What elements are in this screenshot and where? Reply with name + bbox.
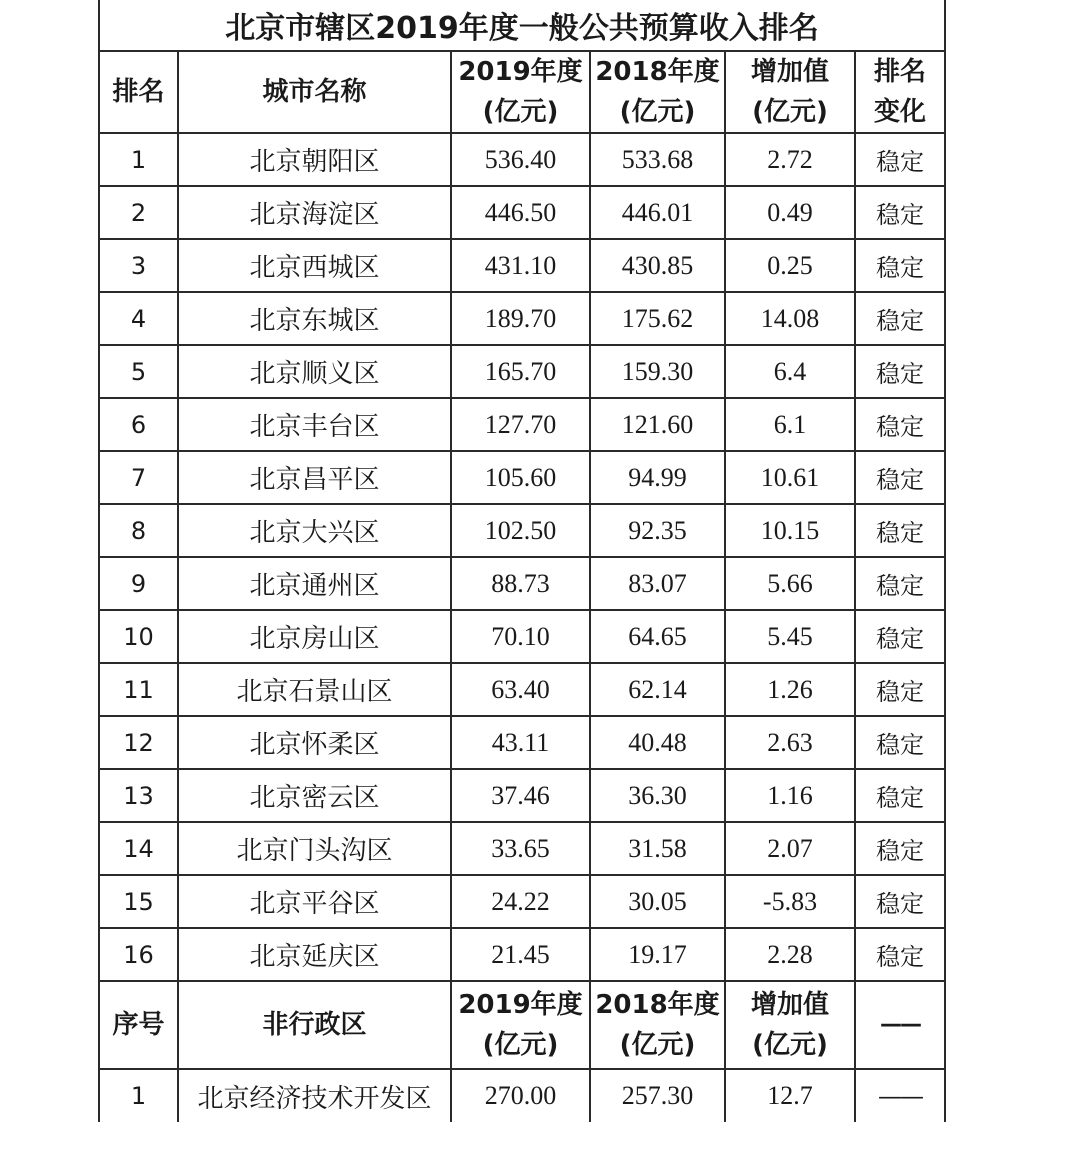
table-row [99,186,945,239]
header-2019-label: 2019年度 [458,57,583,87]
rank-change-cell: 稳定 [855,504,945,557]
increase-cell: 2.72 [725,133,855,186]
revenue-2019-cell: 21.45 [451,928,590,981]
header2-increase-unit: (亿元) [752,1030,828,1060]
table-row [99,716,945,769]
table-row [99,769,945,822]
rank-cell: 9 [99,557,178,610]
revenue-2019-cell: 43.11 [451,716,590,769]
zone-header-row [99,981,945,1069]
header-2018-label: 2018年度 [595,57,720,87]
title-row [99,0,945,51]
rank-cell: 8 [99,504,178,557]
increase-cell: 1.16 [725,769,855,822]
header-2019 [451,51,590,133]
header-change-line1: 排名 [873,57,926,87]
table-row [99,451,945,504]
city-cell: 北京平谷区 [178,875,451,928]
increase-cell: 6.4 [725,345,855,398]
revenue-ranking-sheet [98,0,944,1122]
rank-cell: 4 [99,292,178,345]
header-2018 [590,51,725,133]
city-cell: 北京丰台区 [178,398,451,451]
revenue-2019-cell: 33.65 [451,822,590,875]
revenue-2019-cell: 88.73 [451,557,590,610]
header-2019-unit: (亿元) [482,97,559,127]
header2-2019-label: 2019年度 [458,990,583,1020]
revenue-2018-cell: 159.30 [590,345,725,398]
revenue-2018-cell: 64.65 [590,610,725,663]
rank-change-cell: 稳定 [855,292,945,345]
revenue-2018-cell: 31.58 [590,822,725,875]
revenue-2019-cell: 446.50 [451,186,590,239]
header2-change: —— [855,981,945,1069]
header-change [855,51,945,133]
header-2018-unit: (亿元) [619,97,696,127]
rank-change-cell: 稳定 [855,133,945,186]
header-rank: 排名 [99,51,178,133]
increase-cell: 0.25 [725,239,855,292]
increase-cell: 5.45 [725,610,855,663]
rank-cell: 15 [99,875,178,928]
city-cell: 北京门头沟区 [178,822,451,875]
rank-cell: 13 [99,769,178,822]
city-cell: 北京密云区 [178,769,451,822]
header2-2018 [590,981,725,1069]
city-cell: 北京西城区 [178,239,451,292]
table-row [99,504,945,557]
revenue-2019-cell: 70.10 [451,610,590,663]
increase-cell: 2.63 [725,716,855,769]
revenue-2018-cell: 533.68 [590,133,725,186]
increase-cell: 10.15 [725,504,855,557]
table-row [99,928,945,981]
table-row [99,239,945,292]
revenue-2019-cell: 165.70 [451,345,590,398]
rank-change-cell: 稳定 [855,345,945,398]
increase-cell: 6.1 [725,398,855,451]
rank-change-cell: 稳定 [855,822,945,875]
table-title: 北京市辖区2019年度一般公共预算收入排名 [99,0,945,51]
header-change-line2: 变化 [873,97,926,127]
header2-increase-label: 增加值 [750,990,829,1020]
revenue-2018-cell: 62.14 [590,663,725,716]
rank-change-cell: 稳定 [855,716,945,769]
zone-row [99,1069,945,1122]
revenue-2018-cell: 121.60 [590,398,725,451]
table-row [99,610,945,663]
city-cell: 北京昌平区 [178,451,451,504]
rank-change-cell: 稳定 [855,875,945,928]
header2-2019-unit: (亿元) [482,1030,559,1060]
revenue-2019-cell: 127.70 [451,398,590,451]
header-increase [725,51,855,133]
city-cell: 北京海淀区 [178,186,451,239]
revenue-2018-cell: 19.17 [590,928,725,981]
increase-cell: 5.66 [725,557,855,610]
header-increase-label: 增加值 [750,57,829,87]
revenue-2019-cell: 431.10 [451,239,590,292]
rank-cell: 1 [99,133,178,186]
rank-change-cell: —— [855,1069,945,1122]
rank-cell: 7 [99,451,178,504]
city-cell: 北京房山区 [178,610,451,663]
rank-cell: 10 [99,610,178,663]
increase-cell: 2.28 [725,928,855,981]
zone-cell: 北京经济技术开发区 [178,1069,451,1122]
rank-change-cell: 稳定 [855,451,945,504]
city-cell: 北京朝阳区 [178,133,451,186]
revenue-2018-cell: 430.85 [590,239,725,292]
city-cell: 北京顺义区 [178,345,451,398]
header2-2018-label: 2018年度 [595,990,720,1020]
rank-cell: 6 [99,398,178,451]
revenue-ranking-table [98,0,946,1122]
rank-change-cell: 稳定 [855,928,945,981]
revenue-2018-cell: 446.01 [590,186,725,239]
city-cell: 北京怀柔区 [178,716,451,769]
revenue-2018-cell: 257.30 [590,1069,725,1122]
rank-change-cell: 稳定 [855,186,945,239]
header-row [99,51,945,133]
rank-change-cell: 稳定 [855,398,945,451]
rank-change-cell: 稳定 [855,610,945,663]
rank-cell: 16 [99,928,178,981]
rank-cell: 11 [99,663,178,716]
header2-increase [725,981,855,1069]
table-row [99,345,945,398]
revenue-2018-cell: 83.07 [590,557,725,610]
rank-cell: 3 [99,239,178,292]
table-body [99,0,945,1122]
revenue-2018-cell: 175.62 [590,292,725,345]
table-row [99,822,945,875]
revenue-2019-cell: 270.00 [451,1069,590,1122]
header-seq: 序号 [99,981,178,1069]
header-increase-unit: (亿元) [752,97,828,127]
revenue-2019-cell: 105.60 [451,451,590,504]
rank-change-cell: 稳定 [855,557,945,610]
city-cell: 北京大兴区 [178,504,451,557]
revenue-2019-cell: 102.50 [451,504,590,557]
increase-cell: 0.49 [725,186,855,239]
increase-cell: 12.7 [725,1069,855,1122]
increase-cell: 10.61 [725,451,855,504]
rank-change-cell: 稳定 [855,769,945,822]
revenue-2019-cell: 536.40 [451,133,590,186]
table-row [99,292,945,345]
revenue-2019-cell: 63.40 [451,663,590,716]
revenue-2019-cell: 37.46 [451,769,590,822]
city-cell: 北京通州区 [178,557,451,610]
table-row [99,663,945,716]
increase-cell: 14.08 [725,292,855,345]
rank-cell: 12 [99,716,178,769]
table-row [99,398,945,451]
table-row [99,875,945,928]
city-cell: 北京石景山区 [178,663,451,716]
increase-cell: -5.83 [725,875,855,928]
rank-change-cell: 稳定 [855,239,945,292]
table-row [99,133,945,186]
revenue-2018-cell: 36.30 [590,769,725,822]
header2-2018-unit: (亿元) [619,1030,696,1060]
rank-cell: 14 [99,822,178,875]
revenue-2019-cell: 189.70 [451,292,590,345]
increase-cell: 1.26 [725,663,855,716]
rank-cell: 2 [99,186,178,239]
header-zone: 非行政区 [178,981,451,1069]
increase-cell: 2.07 [725,822,855,875]
rank-cell: 5 [99,345,178,398]
revenue-2018-cell: 92.35 [590,504,725,557]
revenue-2018-cell: 40.48 [590,716,725,769]
seq-cell: 1 [99,1069,178,1122]
revenue-2019-cell: 24.22 [451,875,590,928]
city-cell: 北京延庆区 [178,928,451,981]
header-city: 城市名称 [178,51,451,133]
city-cell: 北京东城区 [178,292,451,345]
revenue-2018-cell: 94.99 [590,451,725,504]
table-row [99,557,945,610]
rank-change-cell: 稳定 [855,663,945,716]
revenue-2018-cell: 30.05 [590,875,725,928]
header2-2019 [451,981,590,1069]
